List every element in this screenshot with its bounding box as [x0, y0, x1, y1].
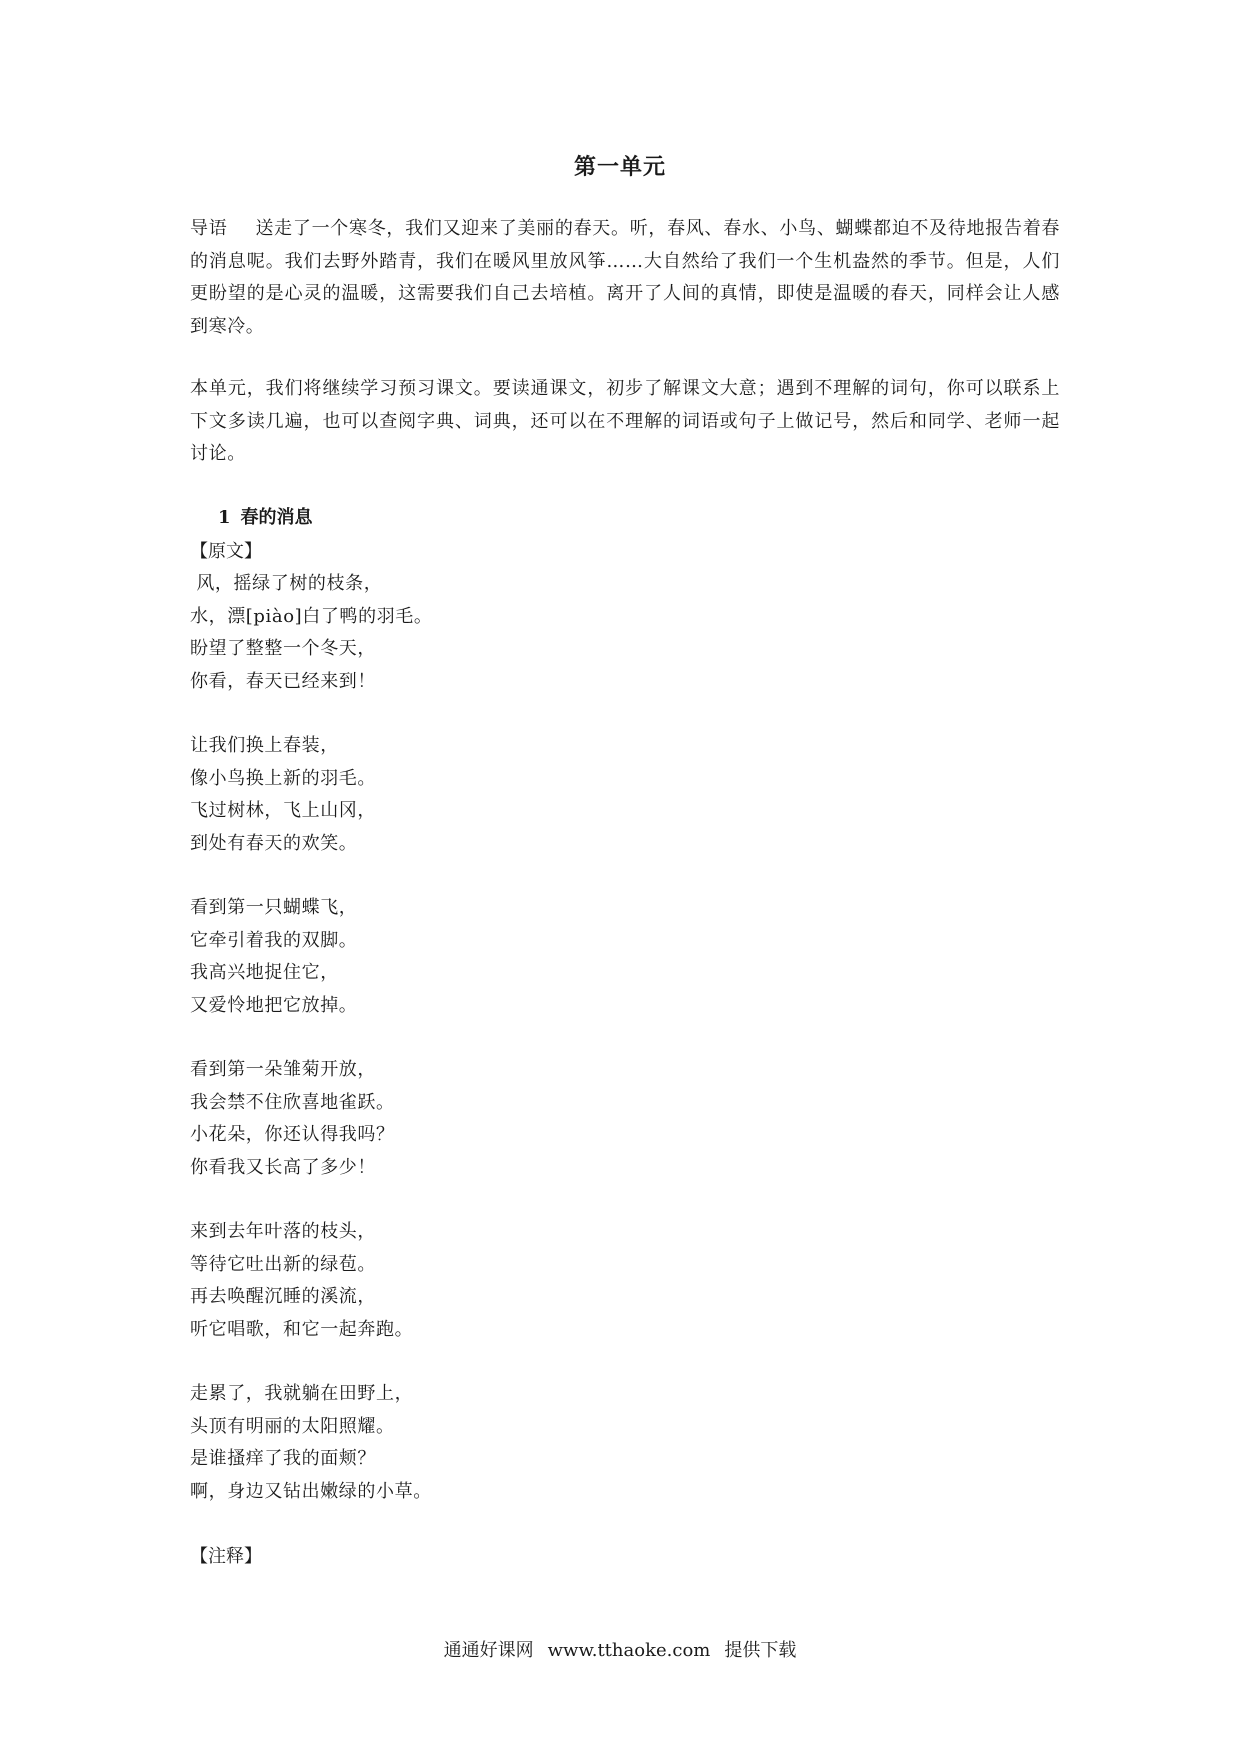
poem-stanza — [190, 1216, 433, 1346]
poem-line: 我会禁不住欣喜地雀跃。 — [190, 1091, 395, 1113]
poem-line: 看到第一朵雏菊开放， — [190, 1059, 376, 1080]
footer-url: www.tthaoke.com — [547, 1640, 711, 1661]
poem-stanza — [190, 892, 433, 1022]
poem-line: 让我们换上春装， — [190, 735, 339, 756]
poem — [190, 568, 433, 1540]
intro-label: 导语 — [190, 218, 228, 239]
poem-line: 走累了，我就躺在田野上， — [190, 1383, 414, 1404]
intro-text: 送走了一个寒冬，我们又迎来了美丽的春天。听，春风、春水、小鸟、蝴蝶都迫不及待地报告着春的消息呢。我们去野外踏青，我们在暖风里放风筝……大自然给了我们一个生机盎然的季节。但是，人们更盼望的是心灵的温暖，这需要我们自己去培植。离开了人间的真情，即使是温暖的春天，同样会让人感到寒冷。 — [190, 218, 1061, 337]
unit-guide-paragraph: 本单元，我们将继续学习预习课文。要读通课文，初步了解课文大意；遇到不理解的词句，你可以联系上下文多读几遍，也可以查阅字典、词典，还可以在不理解的词语或句子上做记号，然后和同学、老师一起讨论。 — [190, 378, 1060, 464]
poem-line: 我高兴地捉住它， — [190, 962, 339, 983]
poem-stanza — [190, 1054, 433, 1184]
poem-line: 听它唱歌，和它一起奔跑。 — [190, 1318, 414, 1340]
footer-suffix: 提供下载 — [724, 1640, 797, 1661]
poem-line: 等待它吐出新的绿苞。 — [190, 1253, 376, 1275]
poem-line: 像小鸟换上新的羽毛。 — [190, 767, 376, 789]
lesson-name: 春的消息 — [240, 507, 313, 528]
poem-line: 再去唤醒沉睡的溪流， — [190, 1286, 376, 1307]
poem-stanza — [190, 730, 433, 860]
poem-line: 小花朵，你还认得我吗？ — [190, 1124, 395, 1145]
poem-line: 到处有春天的欢笑。 — [190, 832, 358, 854]
original-text-heading: 【原文】 — [190, 541, 262, 562]
poem-line: 来到去年叶落的枝头， — [190, 1221, 376, 1242]
poem-stanza — [190, 568, 433, 698]
page-title: 第一单元 — [573, 154, 666, 180]
poem-line: 看到第一只蝴蝶飞， — [190, 897, 358, 918]
poem-line: 你看我又长高了多少！ — [190, 1156, 376, 1178]
poem-line: 水，漂[piào]白了鸭的羽毛。 — [190, 605, 433, 627]
page-footer — [0, 1636, 1240, 1662]
lesson-title — [218, 503, 313, 529]
poem-line: 又爱怜地把它放掉。 — [190, 994, 358, 1016]
poem-line: 它牵引着我的双脚。 — [190, 929, 358, 951]
poem-line: 风，摇绿了树的枝条， — [190, 573, 383, 594]
poem-line: 啊，身边又钻出嫩绿的小草。 — [190, 1480, 432, 1502]
poem-line: 头顶有明丽的太阳照耀。 — [190, 1415, 395, 1437]
notes-heading: 【注释】 — [190, 1546, 262, 1567]
poem-line: 盼望了整整一个冬天， — [190, 638, 376, 659]
poem-line: 飞过树林，飞上山冈， — [190, 800, 376, 821]
intro-paragraph — [190, 213, 1060, 343]
poem-line: 你看，春天已经来到！ — [190, 670, 376, 692]
footer-site-name: 通通好课网 — [443, 1640, 534, 1661]
poem-line: 是谁搔痒了我的面颊？ — [190, 1448, 376, 1469]
lesson-number: 1 — [218, 507, 231, 528]
poem-stanza — [190, 1378, 433, 1508]
